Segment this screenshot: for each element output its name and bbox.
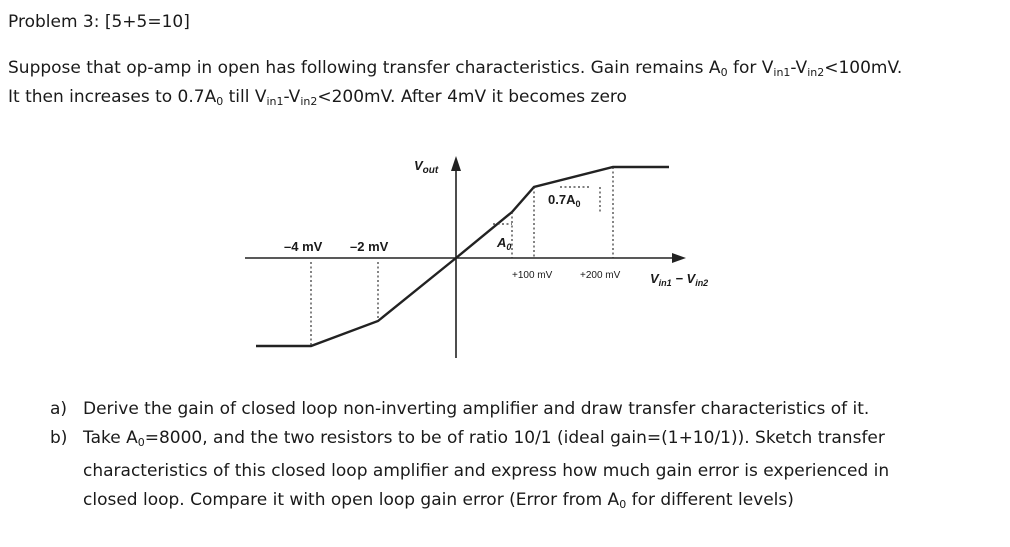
tick-label-200: +200 mV	[580, 270, 621, 281]
question-b-text	[83, 424, 889, 519]
question-b-line-3: closed loop. Compare it with open loop gain error (Error from $A_0$ for different levels)	[83, 490, 794, 511]
tick-label-neg2: –2 mV	[350, 239, 389, 254]
intro-line-2: It then increases to $0.7A_0$ till $V_{in1}-V_{in2}<200mV$. After 4mV it becomes zero	[8, 87, 627, 108]
y-axis-label: $V_{out}$	[414, 158, 439, 176]
question-b-marker: b)	[50, 428, 68, 448]
y-axis-arrow	[451, 156, 461, 171]
question-b-line-1: Take $A_0=8000$, and the two resistors to be of ratio 10/1 (ideal gain=(1+10/1)). Sketch transfer	[83, 428, 885, 449]
gain-label-a0: $A_0$	[497, 235, 512, 252]
intro-line-1: Suppose that op-amp in open has following transfer characteristics. Gain remains $A_0$ for $V_{in1}-V_{in2}<100mV$.	[8, 58, 903, 79]
question-b-line-2: characteristics of this closed loop amplifier and express how much gain error is experienced in	[83, 461, 890, 481]
x-axis-arrow	[672, 253, 686, 263]
x-axis-label: $V_{in1} - V_{in2}$	[650, 271, 709, 288]
question-a-marker: a)	[50, 399, 68, 419]
transfer-curve	[256, 167, 669, 346]
question-a-text: Derive the gain of closed loop non-inverting amplifier and draw transfer characteristics of it.	[83, 399, 870, 419]
tick-label-100: +100 mV	[512, 270, 553, 281]
problem-title: Problem 3: [5+5=10]	[8, 12, 190, 32]
gain-label-07a0: $0.7A_0$	[548, 192, 581, 209]
tick-label-neg4: –4 mV	[284, 239, 323, 254]
